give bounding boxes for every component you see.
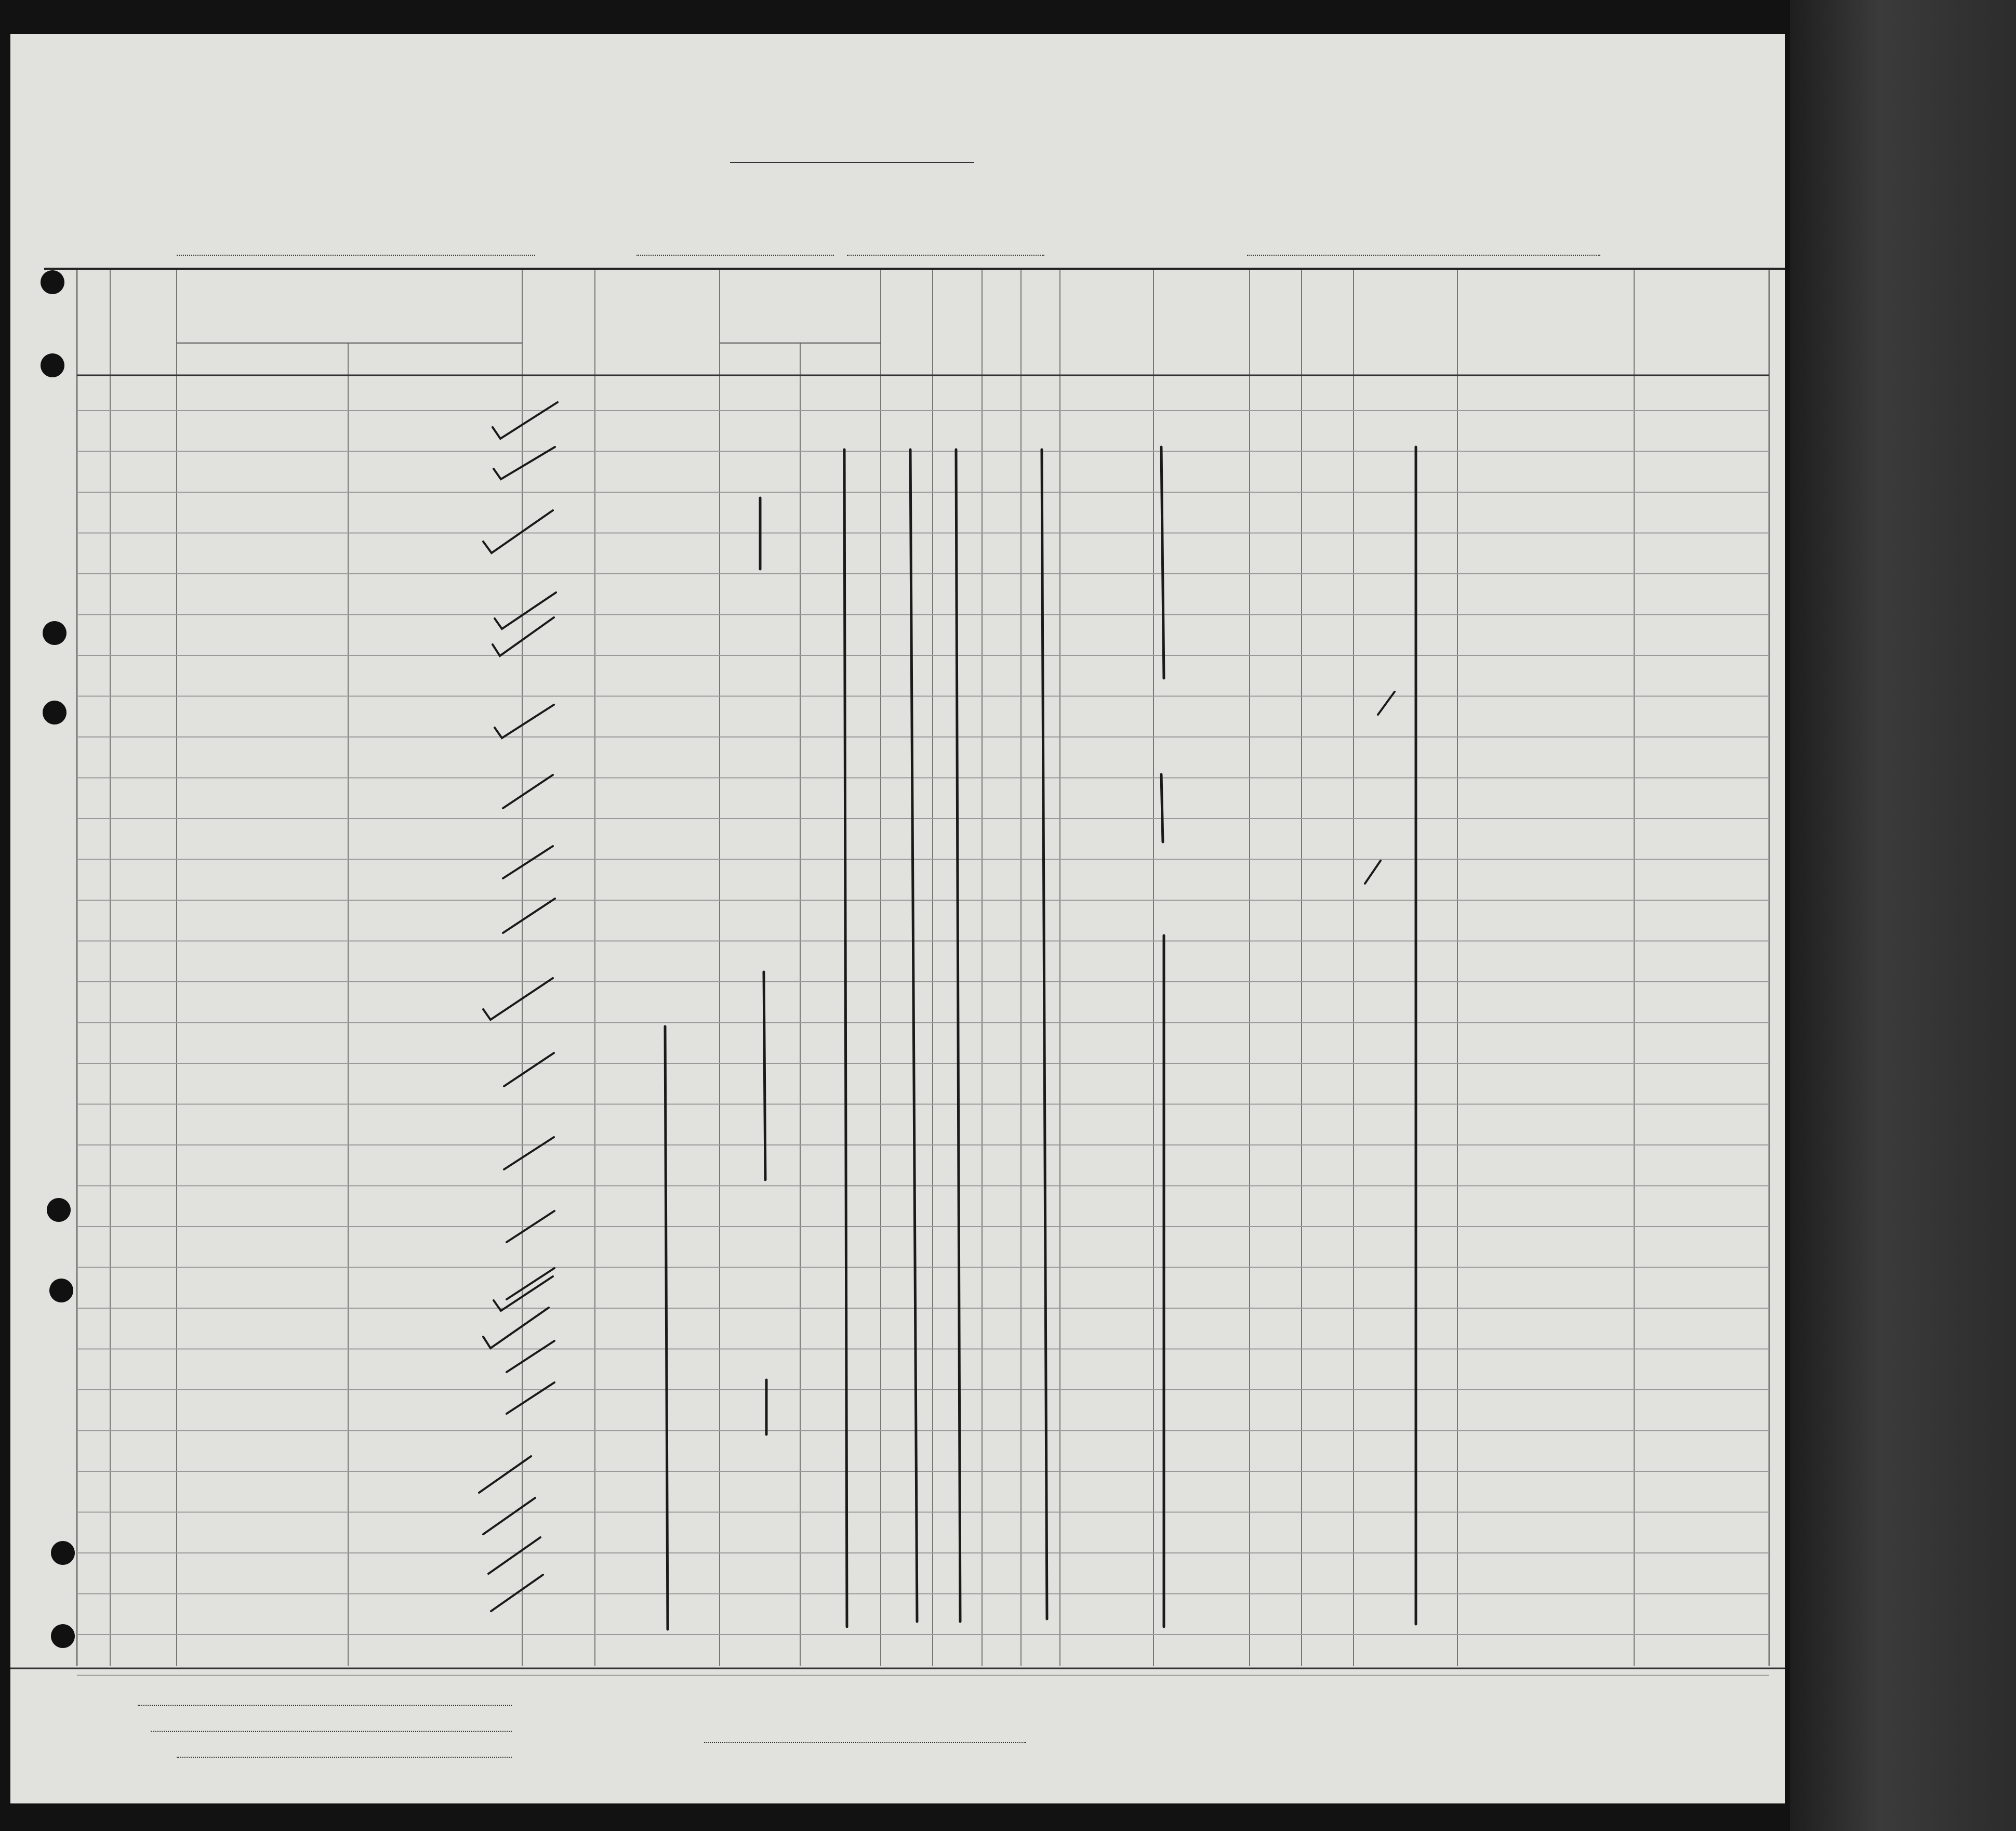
binder-hole bbox=[41, 353, 64, 377]
scan-background-edge bbox=[1790, 0, 2016, 1831]
vessel-line bbox=[0, 234, 1785, 260]
binder-hole bbox=[43, 701, 67, 725]
inspector-signature-line bbox=[704, 1742, 1026, 1743]
table-grid bbox=[10, 34, 1785, 1803]
line-field bbox=[138, 1705, 512, 1706]
from-dotted-line bbox=[1247, 255, 1600, 256]
manifest-sheet bbox=[10, 34, 1785, 1803]
vessel-dotted-line bbox=[177, 255, 535, 256]
arriving-dotted-line bbox=[636, 255, 834, 256]
binder-hole bbox=[41, 270, 64, 294]
header-top-rule bbox=[44, 268, 1785, 270]
binder-hole bbox=[51, 1541, 75, 1565]
binder-hole bbox=[49, 1279, 73, 1302]
owners-field bbox=[151, 1731, 512, 1732]
title-underline bbox=[730, 162, 974, 163]
date-dotted-line bbox=[847, 255, 1044, 256]
binder-hole bbox=[51, 1624, 75, 1648]
binder-hole bbox=[47, 1198, 71, 1222]
local-agents-field bbox=[177, 1757, 512, 1758]
binder-hole bbox=[43, 621, 67, 645]
